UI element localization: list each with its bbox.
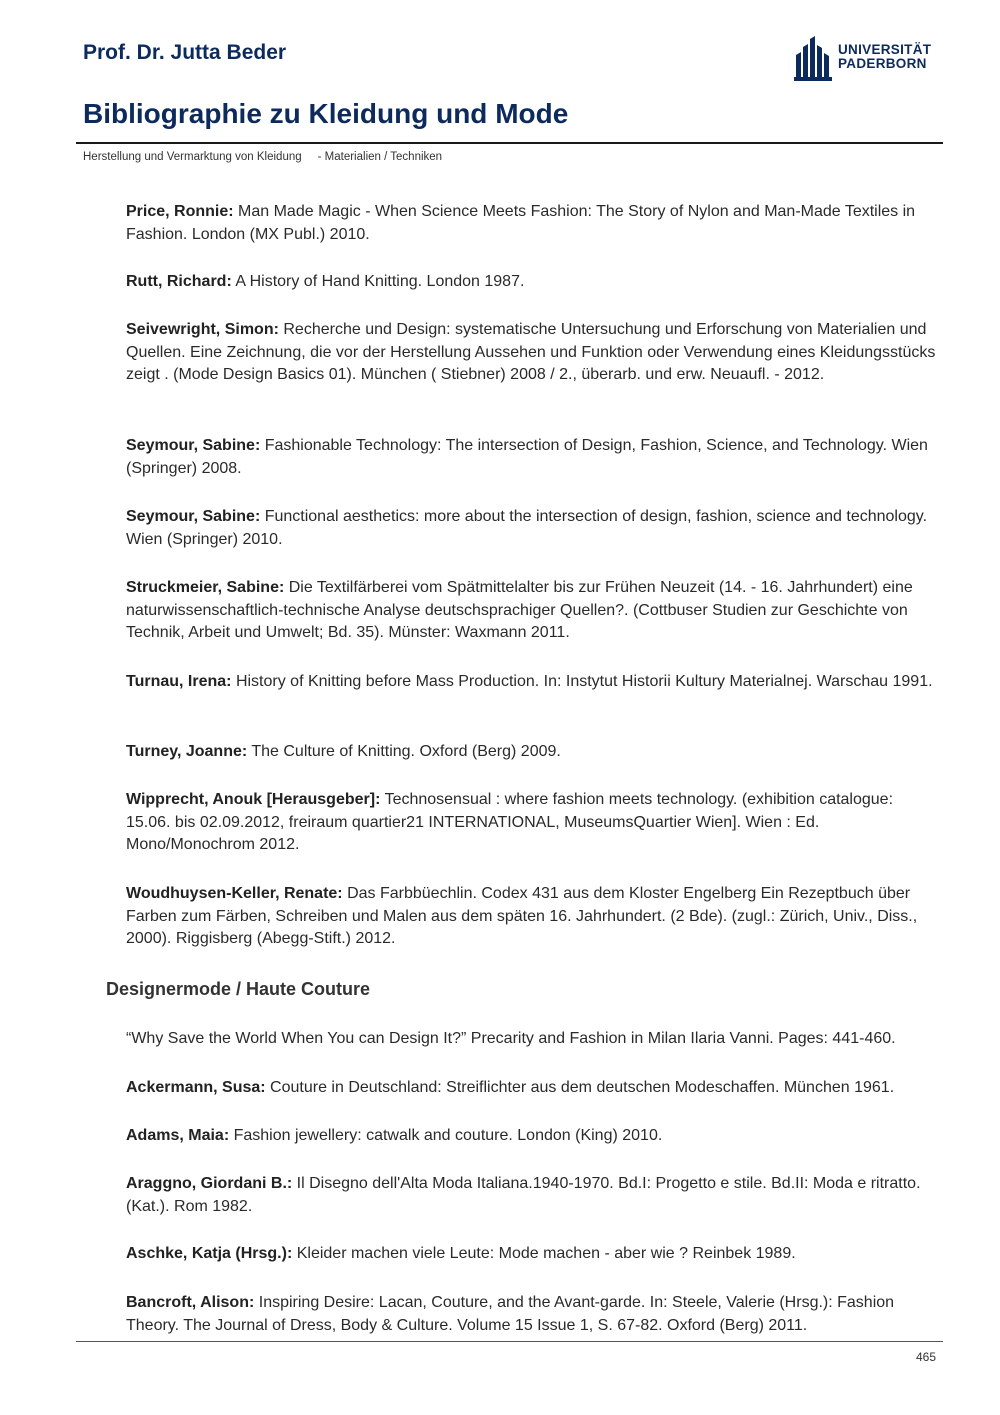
bibliography-entry [126,201,938,246]
entry-text: Functional aesthetics: more about the intersection of design, fashion, science and technology. Wien (Springer) 2010. [126,508,928,548]
bibliography-entry [126,671,938,694]
entry-author: Seymour, Sabine: [126,437,261,454]
entry-author: Bancroft, Alison: [126,1294,255,1311]
bibliography-entry [126,1173,938,1218]
entry-text: The Culture of Knitting. Oxford (Berg) 2009. [247,743,561,760]
entry-text: Das Farbbüechlin. Codex 431 aus dem Kloster Engelberg Ein Rezeptbuch über Farben zum Färben, Schreiben und Malen aus dem späten 16. Jahrhundert. (2 Bde). (zugl.: Zürich, Univ., Diss., 2000). Riggisberg (Abegg-Stift.) 2012. [126,885,918,947]
footer-divider [76,1341,943,1342]
entry-text: Couture in Deutschland: Streiflichter aus dem deutschen Modeschaffen. München 1961. [265,1079,895,1096]
entry-text: A History of Hand Knitting. London 1987. [231,273,525,290]
entry-text: Technosensual : where fashion meets technology. (exhibition catalogue: 15.06. bis 02.09.2012, freiraum quartier21 INTERNATIONAL, MuseumsQuartier Wien]. Wien : Ed. Mono/Monochrom 2012. [126,791,894,853]
entry-author: Woudhuysen-Keller, Renate: [126,885,343,902]
subheader [83,151,442,163]
entry-text: Die Textilfärberei vom Spätmittelalter bis zur Frühen Neuzeit (14. - 16. Jahrhundert) eine naturwissenschaftlich-technische Analyse deutschsprachiger Quellen?. (Cottbuser Studien zur Geschichte von Technik, Arbeit und Umwelt; Bd. 35). Münster: Waxmann 2011. [126,579,913,641]
subheader-left: Herstellung und Vermarktung von Kleidung [83,151,302,163]
entry-text: Kleider machen viele Leute: Mode machen - aber wie ? Reinbek 1989. [292,1245,796,1262]
university-logo [794,32,931,82]
logo-line-2: PADERBORN [838,56,927,71]
author-name: Prof. Dr. Jutta Beder [83,41,287,64]
entry-text: History of Knitting before Mass Production. In: Instytut Historii Kultury Materialnej. Warschau 1991. [231,673,933,690]
entry-author: Wipprecht, Anouk [Herausgeber]: [126,791,381,808]
entry-author: Seivewright, Simon: [126,321,279,338]
entry-author: Price, Ronnie: [126,203,234,220]
entry-text: Inspiring Desire: Lacan, Couture, and the Avant-garde. In: Steele, Valerie (Hrsg.): Fashion Theory. The Journal of Dress, Body & Culture. Volume 15 Issue 1, S. 67-82. Oxford (Berg) 2011. [126,1294,895,1334]
entry-text: Man Made Magic - When Science Meets Fashion: The Story of Nylon and Man-Made Textiles in Fashion. London (MX Publ.) 2010. [126,203,916,243]
bibliography-entry [126,319,938,387]
bibliography-entry [126,789,938,857]
entry-author: Struckmeier, Sabine: [126,579,285,596]
entry-text: Fashionable Technology: The intersection of Design, Fashion, Science, and Technology. Wien (Springer) 2008. [126,437,928,477]
bibliography-entry [126,1243,938,1266]
bibliography-entry [126,1292,938,1337]
logo-line-1: UNIVERSITÄT [838,42,932,57]
page-number: 465 [915,1350,936,1364]
bibliography-entry [126,1077,938,1100]
bibliography-entry [126,577,938,645]
entry-author: Aschke, Katja (Hrsg.): [126,1245,293,1262]
bibliography-entry [126,1028,938,1051]
entry-text: “Why Save the World When You can Design It?” Precarity and Fashion in Milan Ilaria Vanni. Pages: 441-460. [126,1030,896,1047]
bibliography-entry [126,1125,938,1148]
page-title: Bibliographie zu Kleidung und Mode [83,98,569,129]
bibliography-entry [126,741,938,764]
bibliography-entry [126,506,938,551]
entry-author: Seymour, Sabine: [126,508,261,525]
header-divider [76,142,943,144]
entry-author: Adams, Maia: [126,1127,230,1144]
entry-author: Turney, Joanne: [126,743,248,760]
university-building-icon [794,33,832,81]
entry-author: Turnau, Irena: [126,673,232,690]
section-heading: Designermode / Haute Couture [106,979,371,999]
entry-author: Ackermann, Susa: [126,1079,266,1096]
subheader-right: - Materialien / Techniken [317,151,443,163]
bibliography-entry [126,883,938,951]
entry-text: Il Disegno dell'Alta Moda Italiana.1940-1970. Bd.I: Progetto e stile. Bd.II: Moda e ritratto. (Kat.). Rom 1982. [126,1175,921,1215]
entry-author: Araggno, Giordani B.: [126,1175,293,1192]
entry-text: Recherche und Design: systematische Untersuchung und Erforschung von Materialien und Quellen. Eine Zeichnung, die vor der Herstellung Aussehen und Funktion oder Verwendung eines Kleidungsstücks zeigt . (Mode Design Basics 01). München ( Stiebner) 2008 / 2., überarb. und erw. Neuaufl. - 2012. [126,321,936,383]
entry-author: Rutt, Richard: [126,273,232,290]
bibliography-entry [126,435,938,480]
entry-text: Fashion jewellery: catwalk and couture. London (King) 2010. [229,1127,663,1144]
bibliography-entry [126,271,938,294]
